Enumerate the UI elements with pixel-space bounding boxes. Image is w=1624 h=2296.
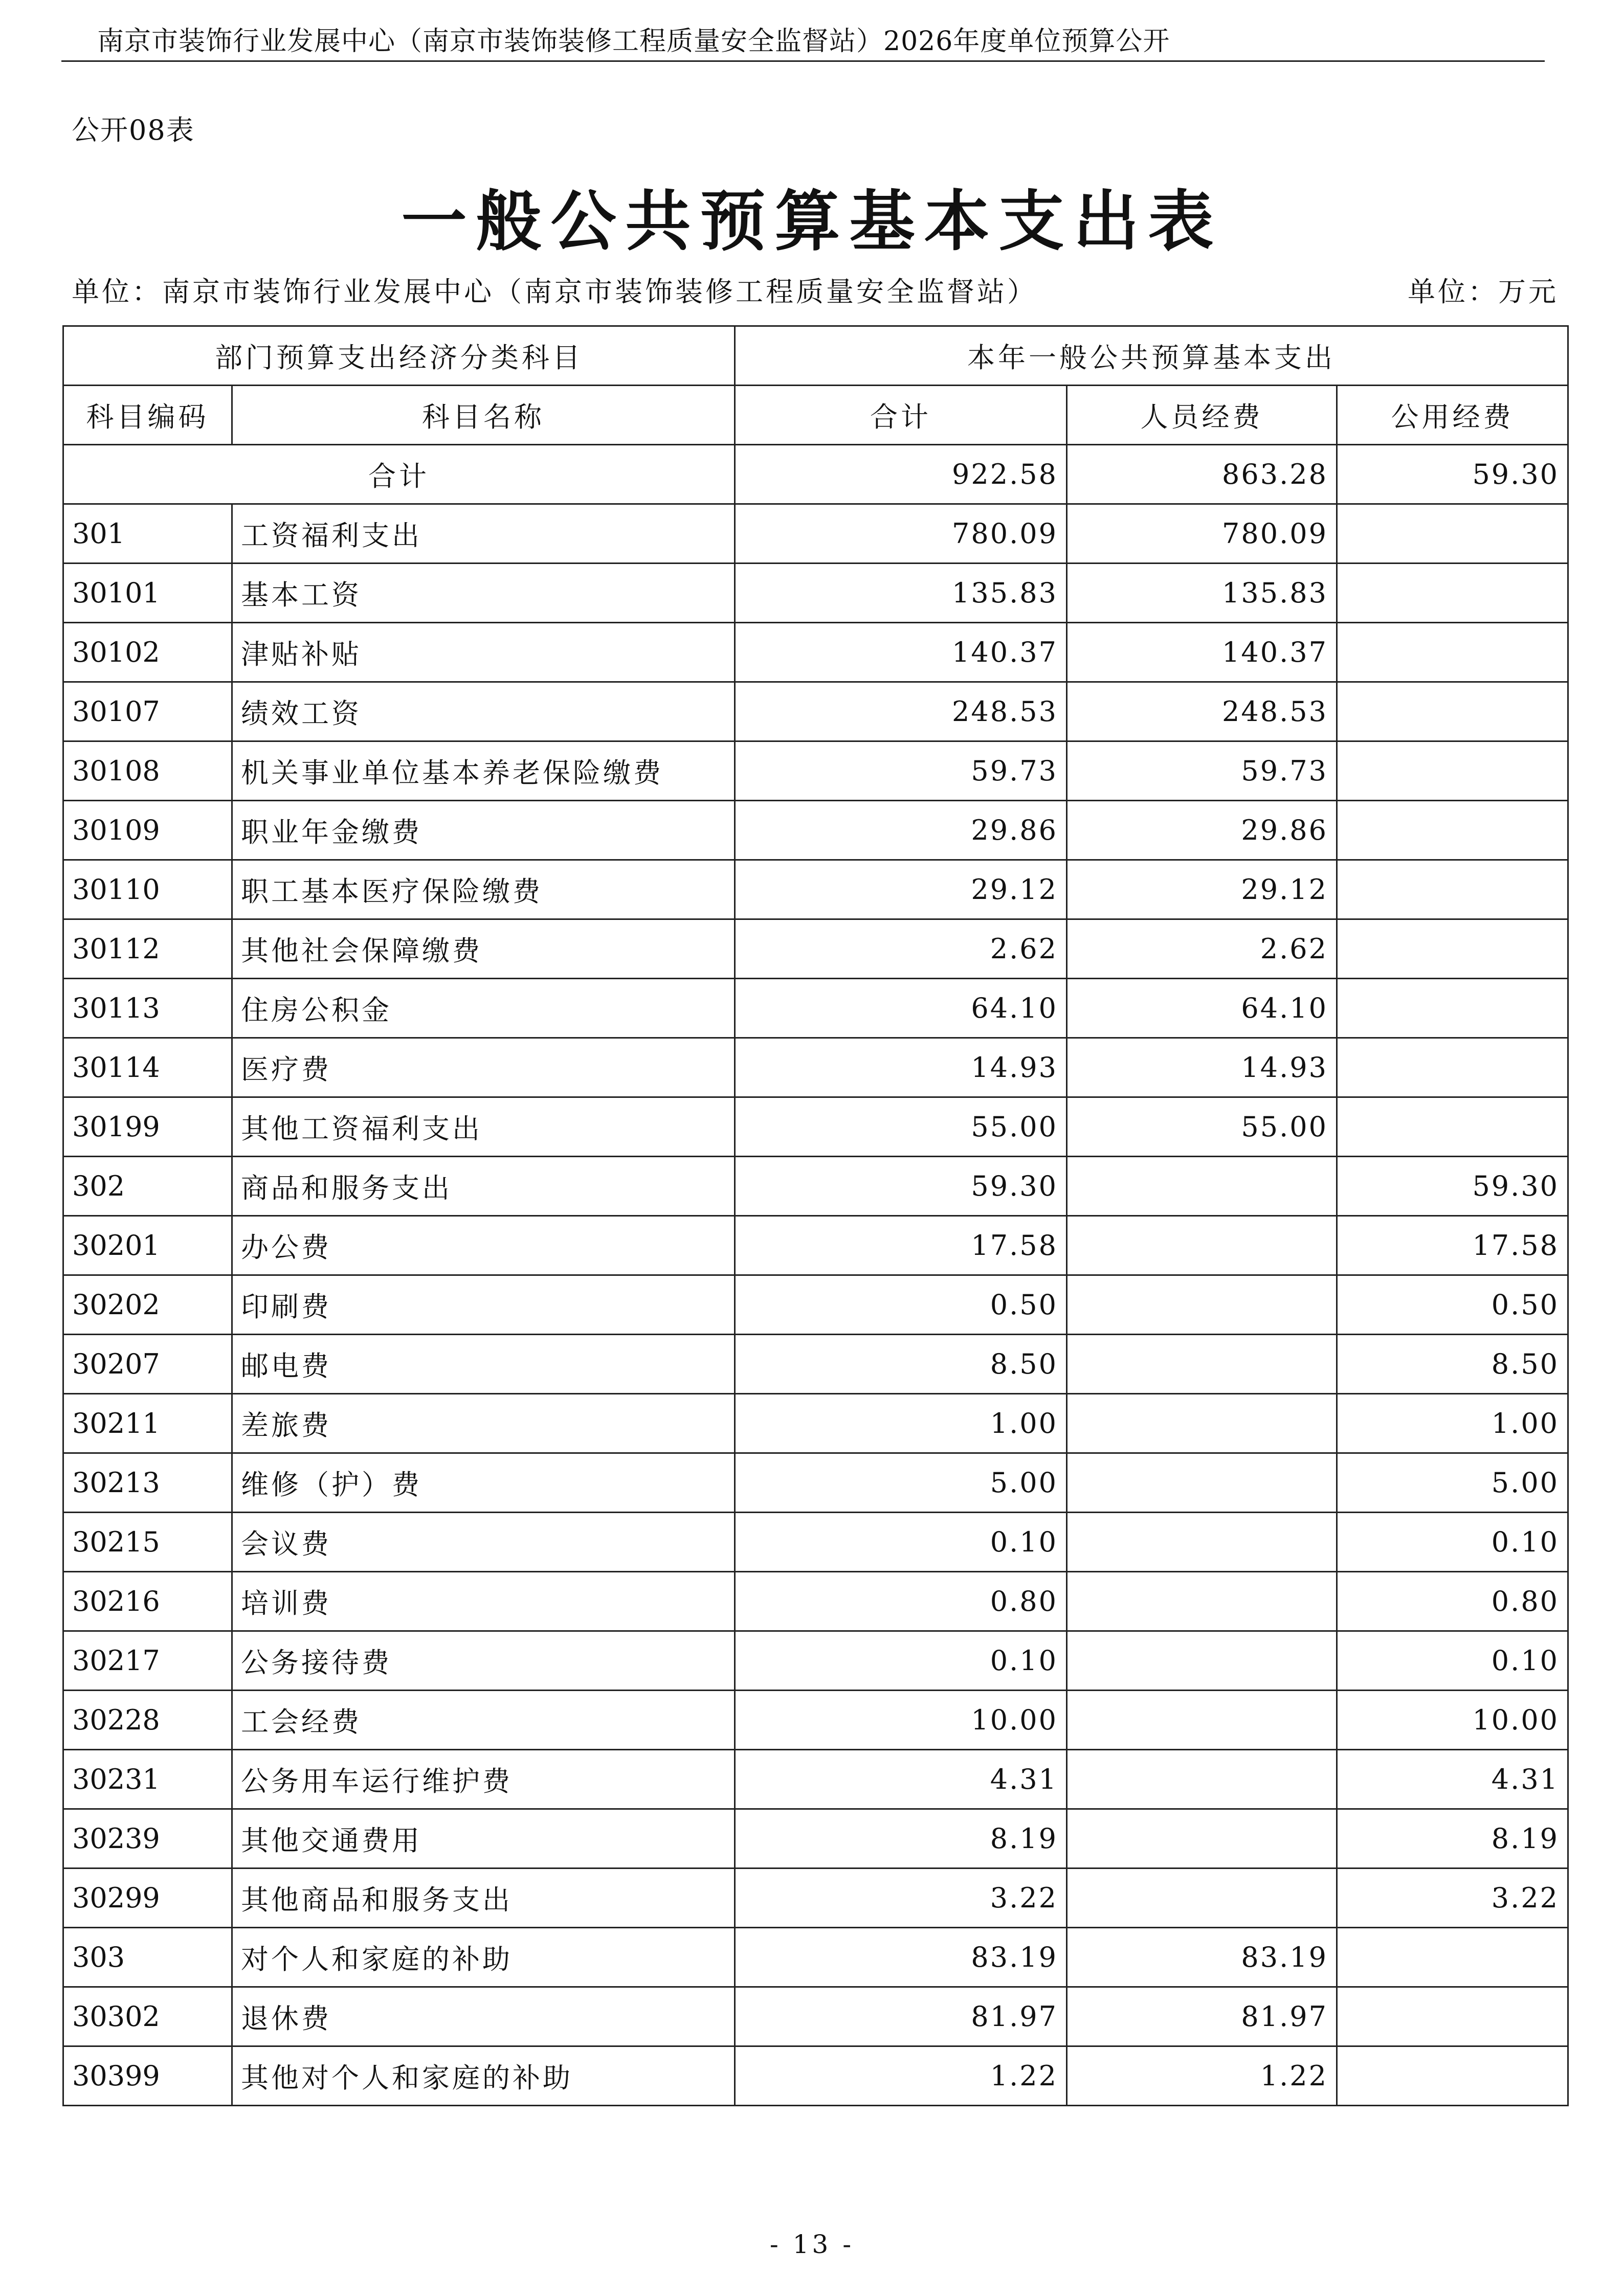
table-row — [63, 860, 1568, 919]
amount-total: 10.00 — [735, 1691, 1067, 1750]
subject-name: 商品和服务支出 — [232, 1157, 735, 1216]
amount-public — [1337, 2046, 1568, 2106]
table-row — [63, 1869, 1568, 1928]
amount-total: 1.00 — [735, 1394, 1067, 1453]
subject-name: 其他商品和服务支出 — [232, 1869, 735, 1928]
table-row — [63, 1809, 1568, 1869]
amount-public — [1337, 979, 1568, 1038]
header-public: 公用经费 — [1337, 386, 1568, 445]
amount-total: 81.97 — [735, 1987, 1067, 2046]
amount-total: 83.19 — [735, 1928, 1067, 1987]
subject-code: 30109 — [63, 801, 232, 860]
subject-code: 30102 — [63, 623, 232, 682]
table-row — [63, 1987, 1568, 2046]
table-number: 公开08表 — [72, 114, 195, 146]
total-amount: 922.58 — [735, 445, 1067, 504]
header-column-row — [63, 386, 1568, 445]
amount-public: 59.30 — [1337, 1157, 1568, 1216]
amount-public: 1.00 — [1337, 1394, 1568, 1453]
table-row — [63, 1216, 1568, 1275]
amount-public — [1337, 1038, 1568, 1097]
subject-code: 301 — [63, 504, 232, 564]
subject-name: 对个人和家庭的补助 — [232, 1928, 735, 1987]
amount-public — [1337, 623, 1568, 682]
amount-personnel — [1067, 1157, 1337, 1216]
amount-public: 8.19 — [1337, 1809, 1568, 1869]
subject-code: 302 — [63, 1157, 232, 1216]
subject-name: 职业年金缴费 — [232, 801, 735, 860]
amount-public — [1337, 741, 1568, 801]
header-group-row — [63, 326, 1568, 386]
amount-total: 780.09 — [735, 504, 1067, 564]
amount-total: 14.93 — [735, 1038, 1067, 1097]
budget-table-body — [63, 326, 1568, 2106]
table-row — [63, 564, 1568, 623]
amount-total: 8.19 — [735, 1809, 1067, 1869]
running-header: 南京市装饰行业发展中心（南京市装饰装修工程质量安全监督站）2026年度单位预算公开 — [97, 26, 1170, 57]
subject-code: 30101 — [63, 564, 232, 623]
subject-code: 30113 — [63, 979, 232, 1038]
amount-personnel — [1067, 1809, 1337, 1869]
table-row — [63, 979, 1568, 1038]
subject-code: 30112 — [63, 919, 232, 979]
table-row — [63, 741, 1568, 801]
amount-public — [1337, 801, 1568, 860]
amount-total: 3.22 — [735, 1869, 1067, 1928]
subject-code: 30202 — [63, 1275, 232, 1335]
subject-name: 工资福利支出 — [232, 504, 735, 564]
total-label: 合计 — [63, 445, 735, 504]
amount-public: 8.50 — [1337, 1335, 1568, 1394]
subject-name: 其他工资福利支出 — [232, 1097, 735, 1157]
subject-name: 培训费 — [232, 1572, 735, 1631]
amount-total: 2.62 — [735, 919, 1067, 979]
page-title: 一般公共预算基本支出表 — [401, 183, 1223, 260]
subject-code: 30201 — [63, 1216, 232, 1275]
amount-personnel: 135.83 — [1067, 564, 1337, 623]
amount-total: 64.10 — [735, 979, 1067, 1038]
amount-public — [1337, 860, 1568, 919]
subject-code: 303 — [63, 1928, 232, 1987]
amount-total: 59.73 — [735, 741, 1067, 801]
amount-total: 4.31 — [735, 1750, 1067, 1809]
subject-code: 30302 — [63, 1987, 232, 2046]
subject-name: 印刷费 — [232, 1275, 735, 1335]
subject-code: 30399 — [63, 2046, 232, 2106]
amount-public: 17.58 — [1337, 1216, 1568, 1275]
subject-code: 30239 — [63, 1809, 232, 1869]
table-row — [63, 1513, 1568, 1572]
table-row — [63, 1335, 1568, 1394]
header-classification: 部门预算支出经济分类科目 — [63, 326, 735, 386]
amount-personnel: 29.86 — [1067, 801, 1337, 860]
amount-total: 248.53 — [735, 682, 1067, 741]
table-row — [63, 1157, 1568, 1216]
subject-name: 机关事业单位基本养老保险缴费 — [232, 741, 735, 801]
page-number: - 13 - — [769, 2230, 855, 2259]
amount-public — [1337, 1097, 1568, 1157]
amount-personnel: 780.09 — [1067, 504, 1337, 564]
amount-personnel: 83.19 — [1067, 1928, 1337, 1987]
amount-total: 135.83 — [735, 564, 1067, 623]
amount-personnel: 64.10 — [1067, 979, 1337, 1038]
amount-personnel — [1067, 1335, 1337, 1394]
amount-total: 29.12 — [735, 860, 1067, 919]
header-basic-expenditure: 本年一般公共预算基本支出 — [735, 326, 1568, 386]
amount-personnel: 140.37 — [1067, 623, 1337, 682]
amount-total: 29.86 — [735, 801, 1067, 860]
amount-public: 5.00 — [1337, 1453, 1568, 1513]
subject-name: 工会经费 — [232, 1691, 735, 1750]
header-name: 科目名称 — [232, 386, 735, 445]
amount-public: 3.22 — [1337, 1869, 1568, 1928]
table-row — [63, 2046, 1568, 2106]
amount-total: 0.10 — [735, 1631, 1067, 1691]
amount-personnel — [1067, 1513, 1337, 1572]
amount-personnel — [1067, 1394, 1337, 1453]
header-personnel: 人员经费 — [1067, 386, 1337, 445]
subject-name: 职工基本医疗保险缴费 — [232, 860, 735, 919]
subject-name: 退休费 — [232, 1987, 735, 2046]
subject-name: 差旅费 — [232, 1394, 735, 1453]
budget-table — [62, 325, 1569, 2106]
total-personnel: 863.28 — [1067, 445, 1337, 504]
table-row — [63, 919, 1568, 979]
subject-code: 30114 — [63, 1038, 232, 1097]
amount-public — [1337, 1987, 1568, 2046]
amount-personnel: 81.97 — [1067, 1987, 1337, 2046]
amount-personnel — [1067, 1869, 1337, 1928]
amount-public — [1337, 564, 1568, 623]
amount-personnel: 29.12 — [1067, 860, 1337, 919]
subject-code: 30211 — [63, 1394, 232, 1453]
amount-personnel — [1067, 1275, 1337, 1335]
subject-name: 津贴补贴 — [232, 623, 735, 682]
amount-personnel: 1.22 — [1067, 2046, 1337, 2106]
amount-total: 17.58 — [735, 1216, 1067, 1275]
amount-personnel: 55.00 — [1067, 1097, 1337, 1157]
subject-code: 30110 — [63, 860, 232, 919]
currency-unit: 单位：万元 — [1408, 276, 1559, 308]
amount-personnel: 248.53 — [1067, 682, 1337, 741]
subject-name: 维修（护）费 — [232, 1453, 735, 1513]
subject-name: 公务用车运行维护费 — [232, 1750, 735, 1809]
subject-name: 其他交通费用 — [232, 1809, 735, 1869]
table-row — [63, 682, 1568, 741]
table-row — [63, 1394, 1568, 1453]
amount-public: 0.80 — [1337, 1572, 1568, 1631]
subject-name: 邮电费 — [232, 1335, 735, 1394]
amount-total: 5.00 — [735, 1453, 1067, 1513]
subject-name: 住房公积金 — [232, 979, 735, 1038]
subject-code: 30108 — [63, 741, 232, 801]
subject-code: 30107 — [63, 682, 232, 741]
amount-public: 10.00 — [1337, 1691, 1568, 1750]
subject-name: 基本工资 — [232, 564, 735, 623]
amount-personnel — [1067, 1453, 1337, 1513]
subject-code: 30207 — [63, 1335, 232, 1394]
table-row — [63, 1275, 1568, 1335]
table-row — [63, 623, 1568, 682]
table-row — [63, 801, 1568, 860]
amount-total: 140.37 — [735, 623, 1067, 682]
amount-public: 0.10 — [1337, 1513, 1568, 1572]
organization-unit: 单位：南京市装饰行业发展中心（南京市装饰装修工程质量安全监督站） — [72, 276, 1037, 308]
amount-personnel — [1067, 1750, 1337, 1809]
amount-public: 0.50 — [1337, 1275, 1568, 1335]
subject-name: 办公费 — [232, 1216, 735, 1275]
subject-code: 30299 — [63, 1869, 232, 1928]
amount-total: 0.80 — [735, 1572, 1067, 1631]
table-row — [63, 1453, 1568, 1513]
amount-personnel: 59.73 — [1067, 741, 1337, 801]
table-row — [63, 1691, 1568, 1750]
table-row — [63, 1038, 1568, 1097]
subject-name: 会议费 — [232, 1513, 735, 1572]
amount-personnel: 14.93 — [1067, 1038, 1337, 1097]
subject-name: 公务接待费 — [232, 1631, 735, 1691]
total-public: 59.30 — [1337, 445, 1568, 504]
subject-name: 绩效工资 — [232, 682, 735, 741]
header-rule — [61, 60, 1545, 62]
table-row — [63, 504, 1568, 564]
subject-name: 其他对个人和家庭的补助 — [232, 2046, 735, 2106]
table-row — [63, 1631, 1568, 1691]
amount-total: 59.30 — [735, 1157, 1067, 1216]
amount-total: 55.00 — [735, 1097, 1067, 1157]
amount-total: 0.10 — [735, 1513, 1067, 1572]
amount-public — [1337, 504, 1568, 564]
subject-code: 30199 — [63, 1097, 232, 1157]
subject-code: 30217 — [63, 1631, 232, 1691]
amount-total: 0.50 — [735, 1275, 1067, 1335]
table-row — [63, 1928, 1568, 1987]
amount-public: 0.10 — [1337, 1631, 1568, 1691]
amount-public — [1337, 682, 1568, 741]
amount-personnel — [1067, 1691, 1337, 1750]
subject-code: 30215 — [63, 1513, 232, 1572]
subject-name: 其他社会保障缴费 — [232, 919, 735, 979]
amount-public: 4.31 — [1337, 1750, 1568, 1809]
subject-code: 30231 — [63, 1750, 232, 1809]
amount-total: 8.50 — [735, 1335, 1067, 1394]
header-total: 合计 — [735, 386, 1067, 445]
subject-code: 30213 — [63, 1453, 232, 1513]
subject-name: 医疗费 — [232, 1038, 735, 1097]
subject-code: 30228 — [63, 1691, 232, 1750]
amount-personnel: 2.62 — [1067, 919, 1337, 979]
table-row — [63, 1750, 1568, 1809]
total-row — [63, 445, 1568, 504]
subject-code: 30216 — [63, 1572, 232, 1631]
header-code: 科目编码 — [63, 386, 232, 445]
table-row — [63, 1572, 1568, 1631]
table-row — [63, 1097, 1568, 1157]
amount-personnel — [1067, 1572, 1337, 1631]
amount-personnel — [1067, 1631, 1337, 1691]
amount-public — [1337, 1928, 1568, 1987]
amount-total: 1.22 — [735, 2046, 1067, 2106]
amount-personnel — [1067, 1216, 1337, 1275]
amount-public — [1337, 919, 1568, 979]
